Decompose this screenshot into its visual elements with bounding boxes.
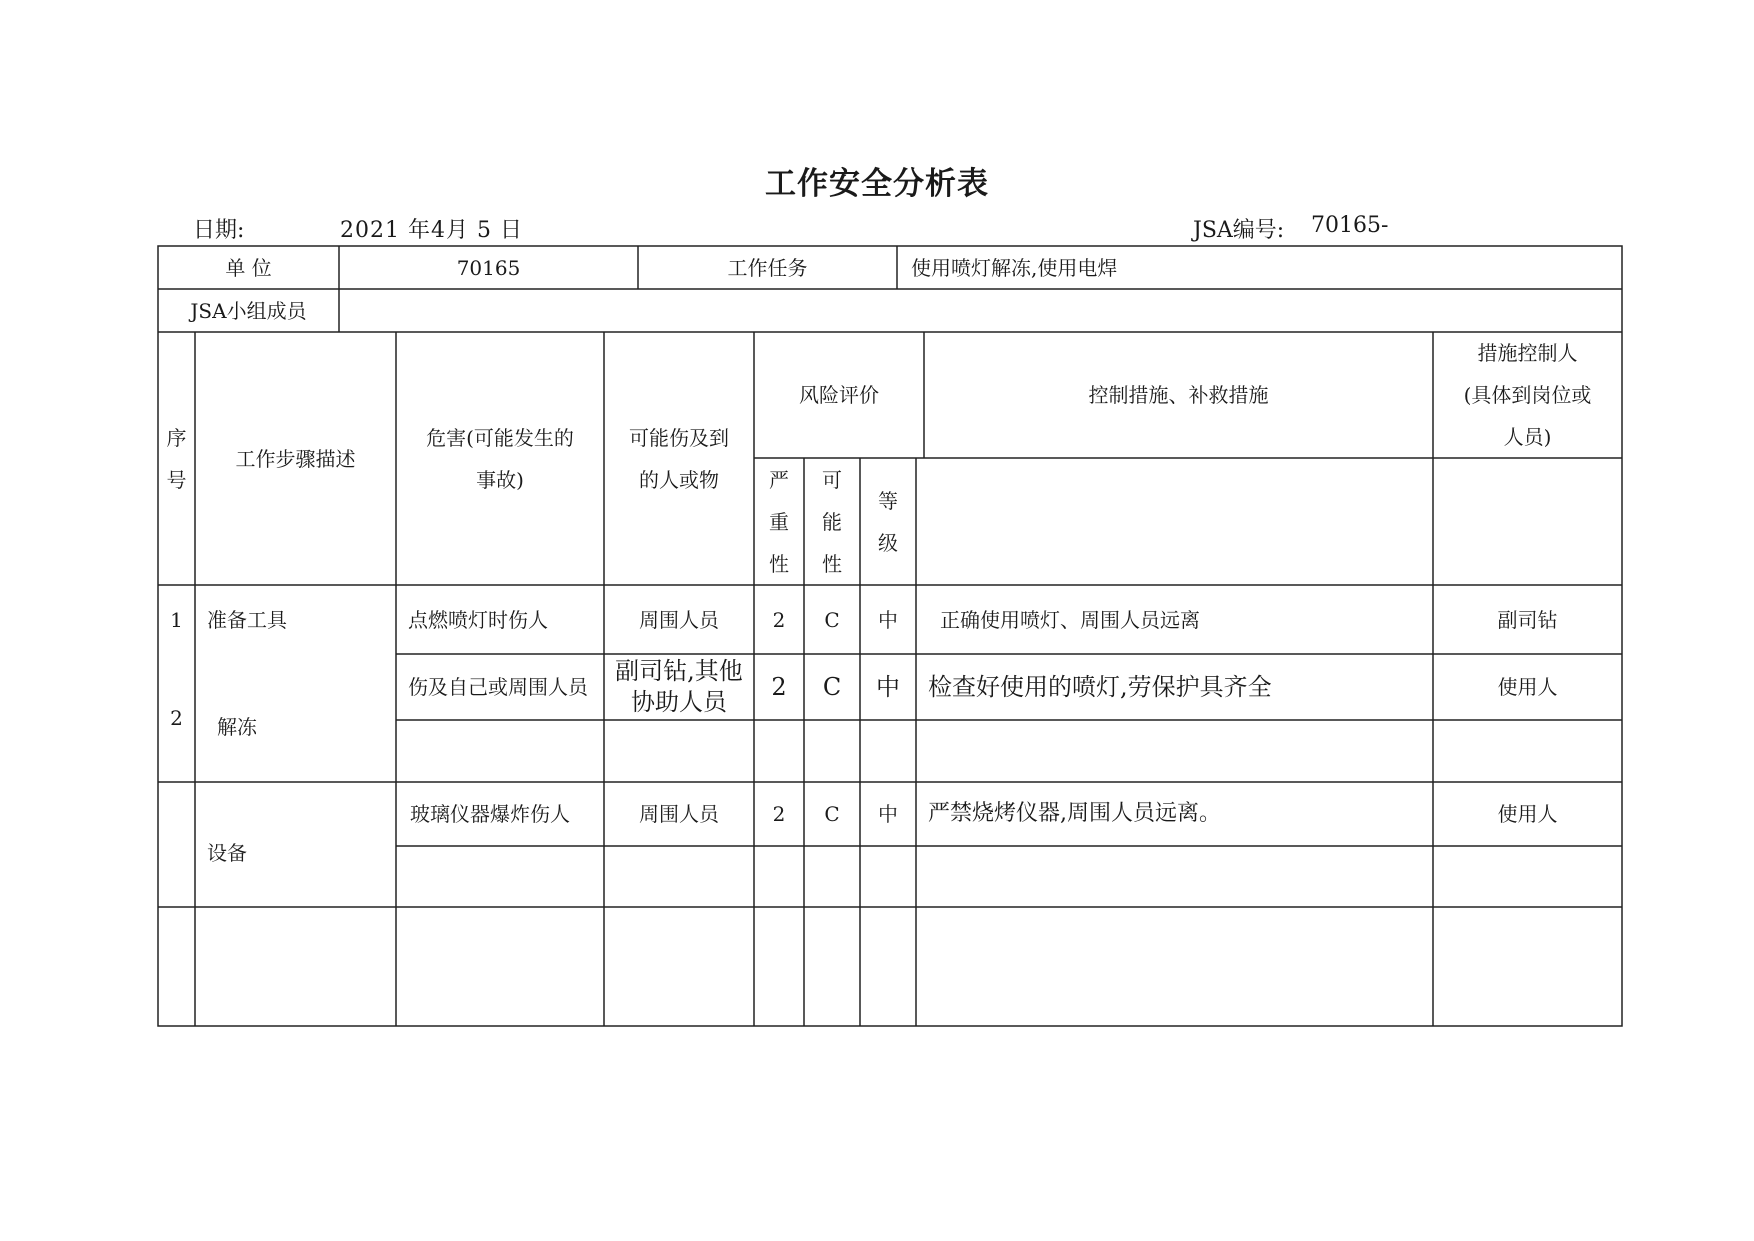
header-likelihood-char: 能 [822,509,842,534]
header-level-char: 级 [878,530,898,555]
unit-label: 单 位 [225,255,272,280]
page-title: 工作安全分析表 [765,166,989,202]
header-severity-char: 严 [769,467,789,492]
row3-control: 严禁烧烤仪器,周围人员远离。 [928,801,1221,826]
header-owner-line: (具体到岗位或 [1463,383,1592,407]
header-hazard-line: 事故) [476,467,524,492]
date-label: 日期: [193,218,245,243]
header-level [860,458,916,585]
row2-control: 检查好使用的喷灯,劳保护具齐全 [928,672,1272,701]
team-value [339,289,1622,332]
row2-seq: 2 [170,706,183,730]
header-severity-char: 重 [769,509,789,534]
row3-severity: 2 [772,802,786,826]
row3-seq [158,782,195,907]
date-value: 2021 年4月 5 日 [340,218,523,243]
row1-hazard: 点燃喷灯时伤人 [408,607,548,632]
header-seq-line: 号 [166,467,187,492]
header-owner-line: 措施控制人 [1477,341,1578,365]
header-affected-line: 可能伤及到 [629,425,729,450]
jsa-number-label: JSA编号: [1193,218,1285,243]
row1-step: 准备工具 [207,607,287,632]
header-owner [1433,332,1622,458]
row1-likelihood: C [824,607,840,632]
row2-owner: 使用人 [1497,675,1558,699]
row2-severity: 2 [771,672,787,701]
unit-value: 70165 [456,255,521,280]
task-label: 工作任务 [727,255,808,280]
header-owner-line: 人员) [1503,425,1552,449]
row2-step: 解冻 [217,715,257,739]
row3-step: 设备 [207,840,247,865]
header-level-char: 等 [878,488,898,513]
team-label: JSA小组成员 [190,298,307,323]
header-seq [158,332,195,585]
row1-affected: 周围人员 [639,607,719,632]
header-likelihood-char: 可 [822,467,842,492]
row3-hazard: 玻璃仪器爆炸伤人 [410,802,570,826]
header-seq-line: 序 [166,425,187,450]
row2-affected: 副司钻,其他协助人员 [615,657,743,716]
header-affected-line: 的人或物 [639,467,719,492]
header-hazard-line: 危害(可能发生的 [426,425,574,450]
header-likelihood [804,458,860,585]
task-value: 使用喷灯解冻,使用电焊 [911,255,1118,280]
jsa-number-value: 70165- [1311,213,1389,238]
row1-owner: 副司钻 [1497,607,1558,632]
row2-likelihood: C [822,672,842,701]
row1-severity: 2 [772,607,786,632]
header-likelihood-char: 性 [822,551,842,576]
row3-owner: 使用人 [1497,802,1558,826]
header-severity [754,458,804,585]
row1-level: 中 [878,607,898,632]
row2-level: 中 [876,672,900,701]
row3-affected: 周围人员 [639,802,719,826]
header-control: 控制措施、补救措施 [1088,383,1269,407]
row3-likelihood: C [824,802,840,826]
header-severity-char: 性 [769,551,789,576]
header-risk: 风险评价 [799,383,879,407]
header-step: 工作步骤描述 [235,446,356,471]
header-hazard [396,332,604,585]
row1-control: 正确使用喷灯、周围人员远离 [940,607,1200,632]
row1-seq: 1 [170,607,183,632]
header-affected [604,332,754,585]
row3-level: 中 [878,802,898,826]
row2-hazard: 伤及自己或周围人员 [408,675,588,699]
